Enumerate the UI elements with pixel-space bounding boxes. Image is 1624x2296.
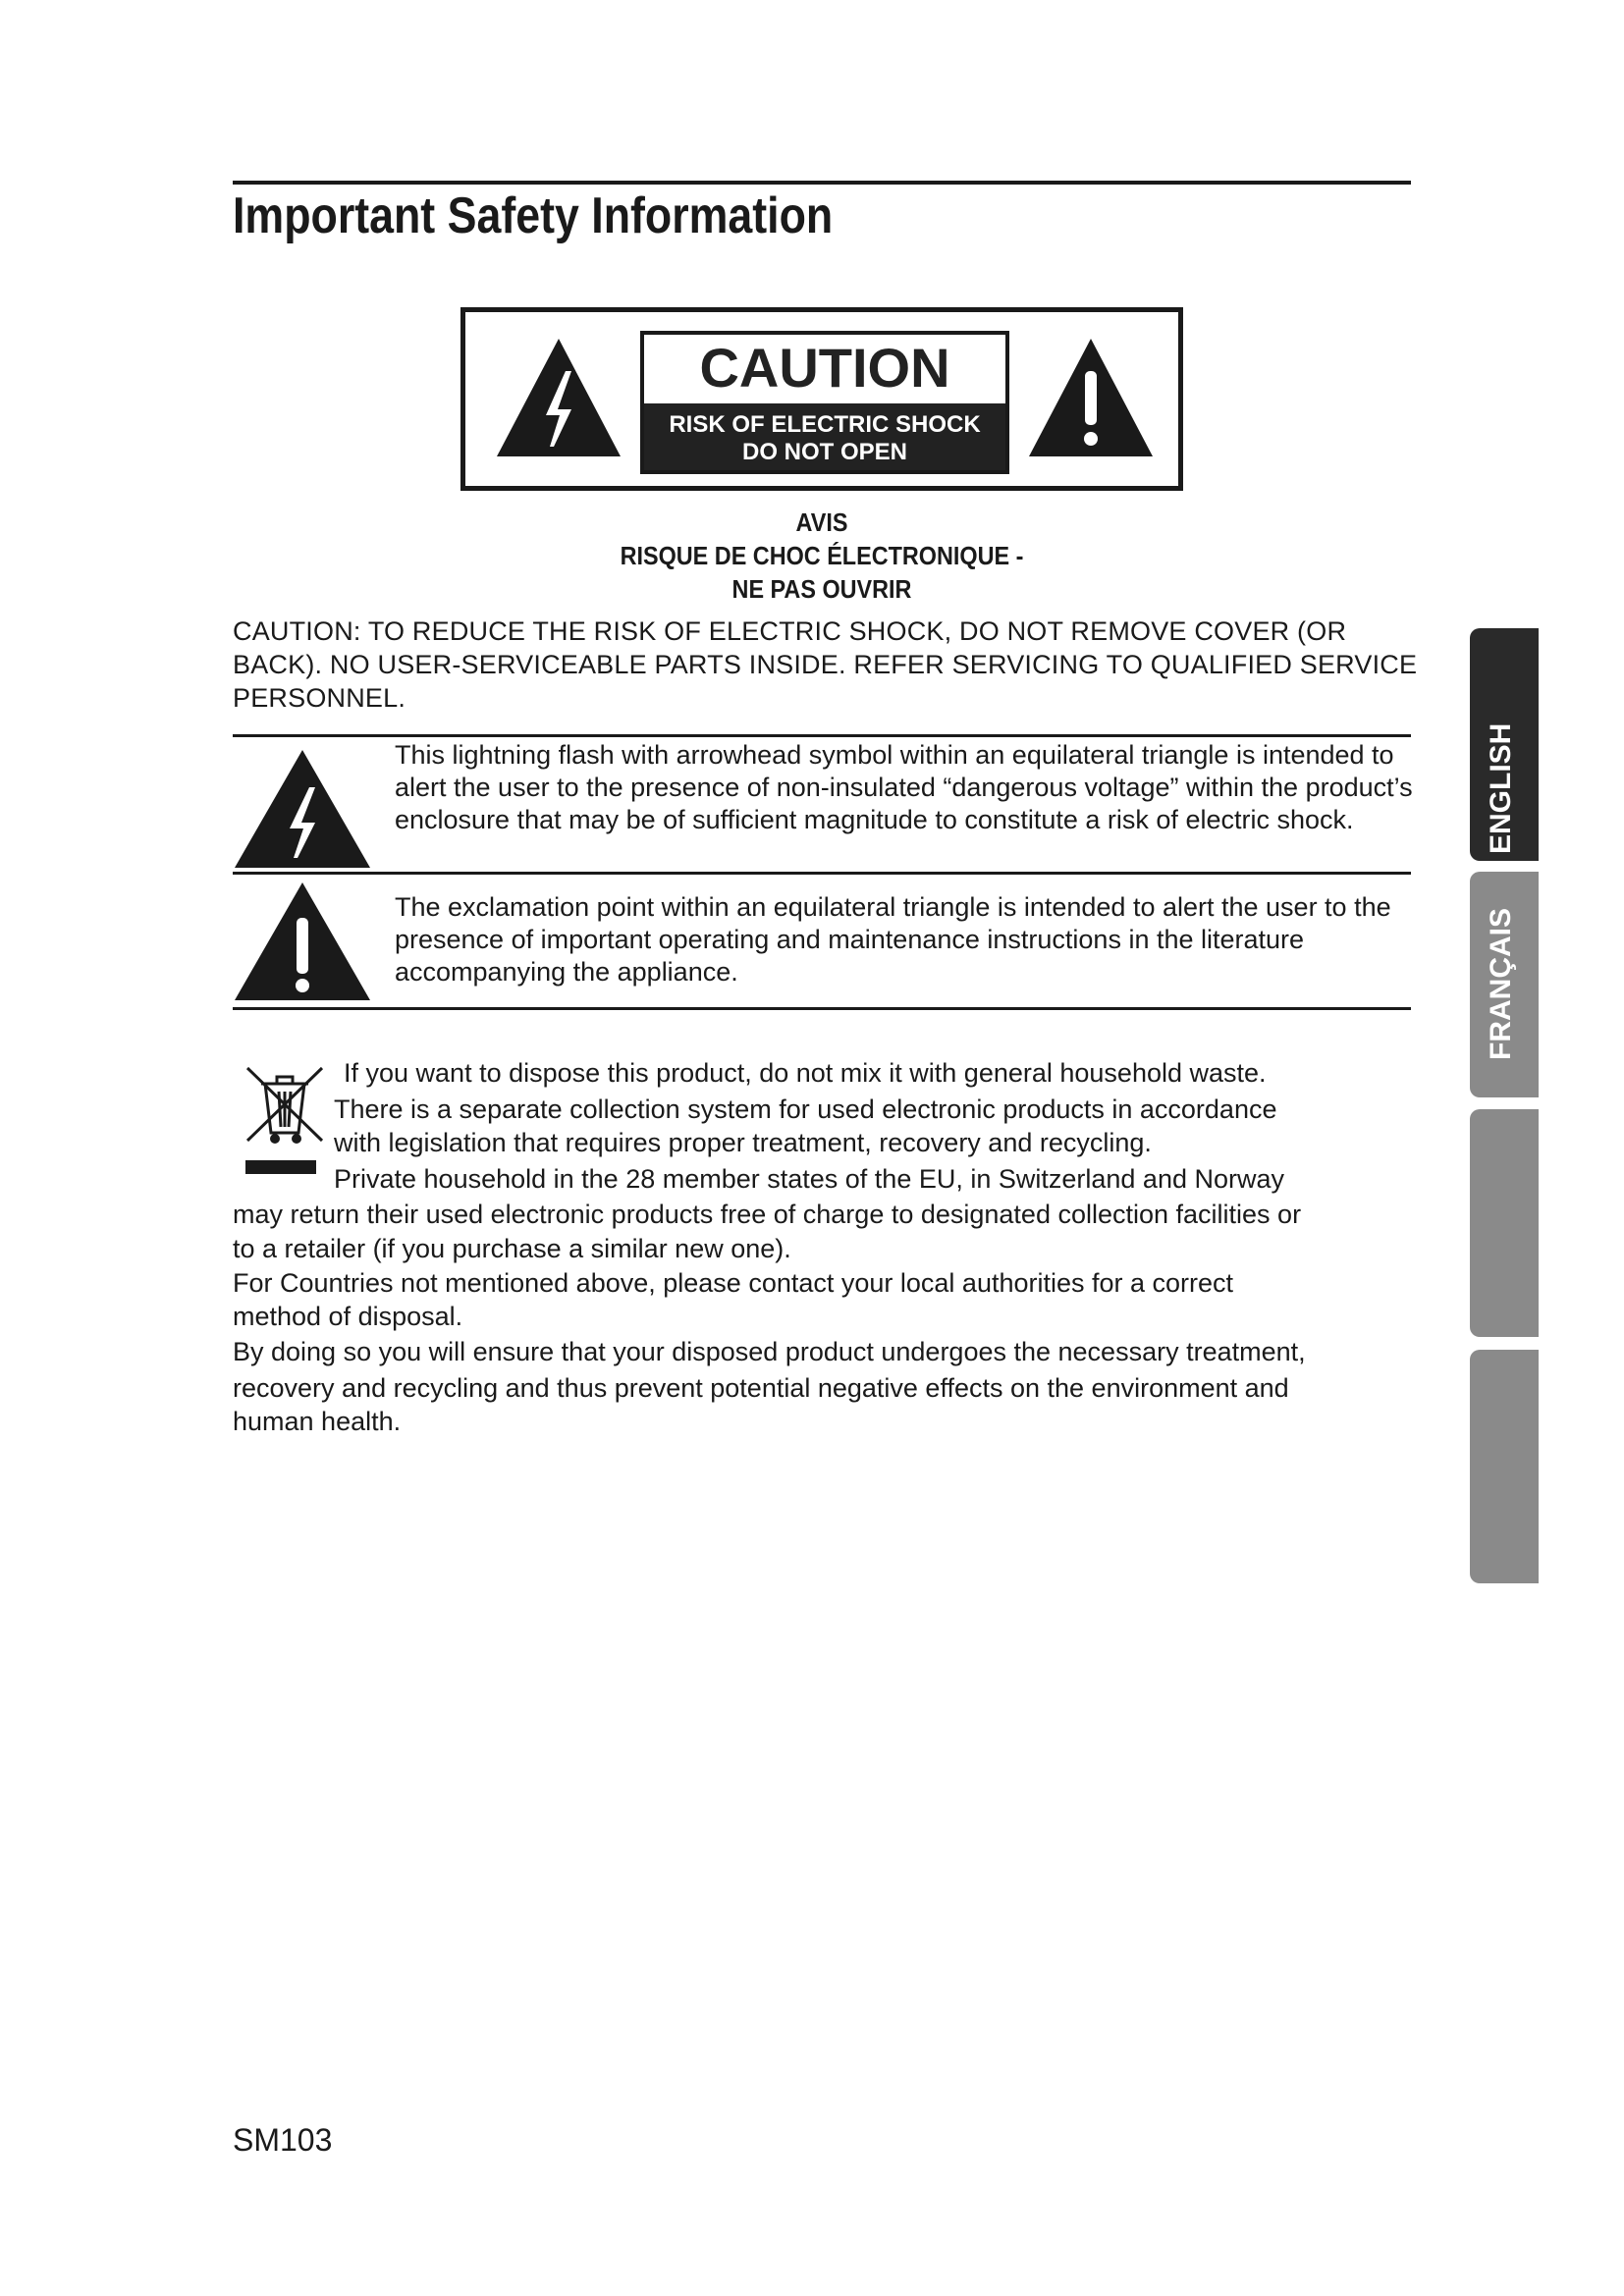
avis-line-3: NE PAS OUVRIR [731, 574, 912, 604]
divider [233, 872, 1411, 875]
tab-english-label: ENGLISH [1485, 722, 1517, 854]
divider [233, 1007, 1411, 1010]
caution-line-2: DO NOT OPEN [741, 439, 907, 465]
weee-line-3: with legislation that requires proper treatment, recovery and recycling. [334, 1128, 1152, 1157]
lightning-warning-icon [495, 337, 623, 459]
caution-text: CAUTION: TO REDUCE THE RISK OF ELECTRIC SHOCK, DO NOT REMOVE COVER (OR BACK). NO USER-SERVICEABLE PARTS INSIDE. REFER SERVICING TO QUALIFIED SERVICE PERSONNEL. [233, 616, 1418, 713]
weee-line-8: method of disposal. [233, 1302, 463, 1331]
page-title: Important Safety Information [233, 187, 834, 244]
caution-subtext [644, 403, 1005, 470]
tab-deutsch[interactable] [1470, 1109, 1539, 1337]
weee-line-1: If you want to dispose this product, do not mix it with general household waste. [344, 1058, 1267, 1088]
weee-line-5: may return their used electronic products free of charge to designated collection facilities or [233, 1200, 1302, 1229]
caution-label-box [460, 307, 1183, 491]
caution-line-1: RISK OF ELECTRIC SHOCK [669, 411, 981, 438]
tab-espanol[interactable] [1470, 1350, 1539, 1583]
exclamation-warning-icon [1027, 337, 1155, 459]
title-rule [233, 181, 1411, 185]
lightning-symbol-icon [233, 748, 372, 870]
crossed-bin-icon [244, 1062, 326, 1180]
caution-label [640, 331, 1009, 474]
exclamation-symbol-icon [233, 881, 372, 1002]
weee-line-2: There is a separate collection system for used electronic products in accordance [334, 1095, 1277, 1124]
weee-line-9: By doing so you will ensure that your disposed product undergoes the necessary treatment, [233, 1337, 1306, 1366]
lightning-symbol-text: This lightning flash with arrowhead symbol within an equilateral triangle is intended to alert the user to the presence of non-insulated “dangerous voltage” within the product’s enclosure that may be of sufficient magnitude to constitute a risk of electric shock. [395, 740, 1413, 834]
exclamation-symbol-text: The exclamation point within an equilateral triangle is intended to alert the user to the presence of important operating and maintenance instructions in the literature accompanying the appliance. [395, 892, 1391, 987]
avis-block [233, 506, 1411, 606]
divider [233, 734, 1411, 737]
weee-line-11: human health. [233, 1407, 402, 1436]
caution-word: CAUTION [699, 337, 950, 399]
weee-line-7: For Countries not mentioned above, please contact your local authorities for a correct [233, 1268, 1234, 1298]
weee-line-10: recovery and recycling and thus prevent potential negative effects on the environment and [233, 1373, 1289, 1403]
avis-line-1: AVIS [795, 507, 848, 537]
tab-francais-label: FRANÇAIS [1485, 908, 1517, 1060]
avis-line-2: RISQUE DE CHOC ÉLECTRONIQUE - [620, 541, 1024, 570]
weee-line-6: to a retailer (if you purchase a similar new one). [233, 1234, 791, 1263]
weee-line-4: Private household in the 28 member states of the EU, in Switzerland and Norway [334, 1164, 1285, 1194]
page-footer-model: SM103 [233, 2122, 333, 2158]
